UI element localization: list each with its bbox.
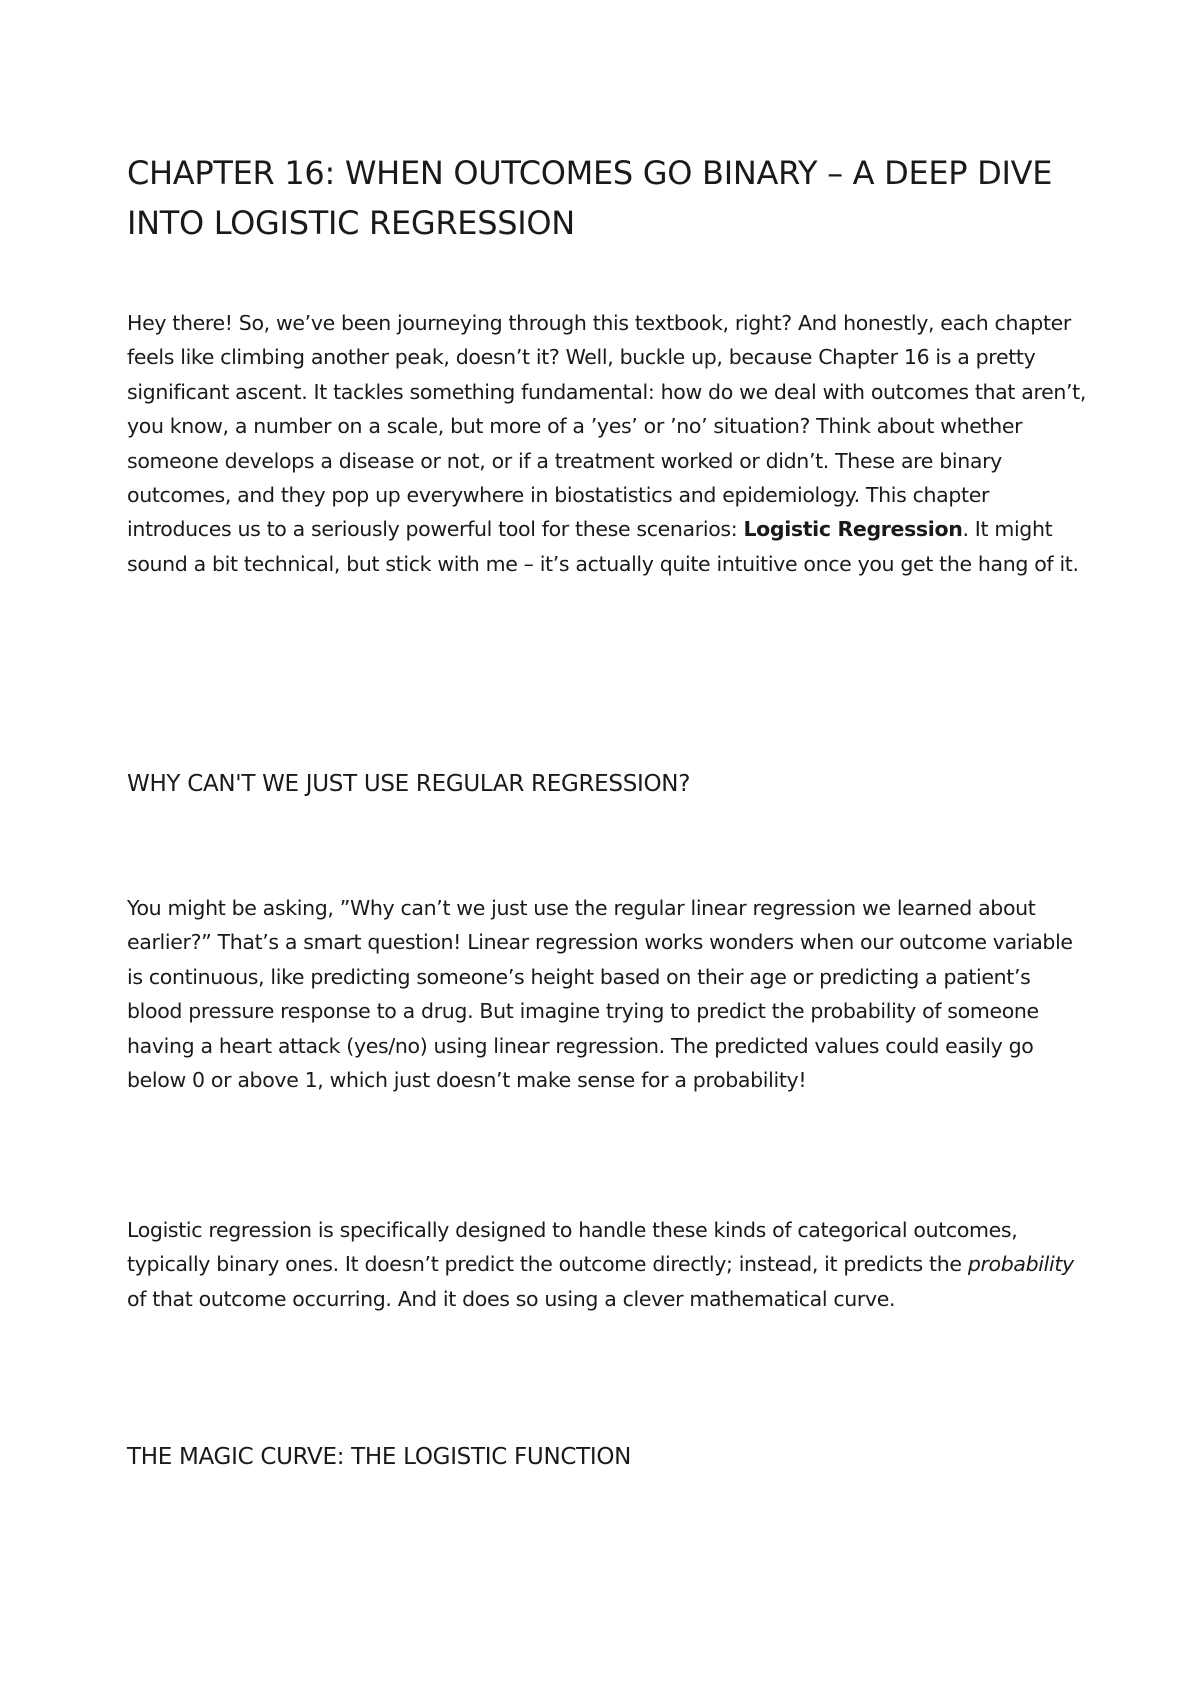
logistic-text-2: of that outcome occurring. And it does so using a clever mathematical curve. bbox=[127, 1286, 896, 1311]
logistic-text-1: Logistic regression is specifically designed to handle these kinds of categorical outcomes, typically binary ones. It doesn’t predict the outcome directly; instead, it predicts the bbox=[127, 1218, 1018, 1277]
section-heading-logistic-function: THE MAGIC CURVE: THE LOGISTIC FUNCTION bbox=[127, 1444, 632, 1470]
intro-text-1: Hey there! So, we’ve been journeying through this textbook, right? And honestly, each chapter feels like climbing another peak, doesn’t it? Well, buckle up, because Chapter 16 is a pretty significant ascent. It tackles something fundamental: how do we deal with outcomes that aren’t, you know, a number on a scale, but more of a ’yes’ or ’no’ situation? Think about whether someone develops a disease or not, or if a treatment worked or didn’t. These are binary outcomes, and they pop up everywhere in biostatistics and epidemiology. This chapter introduces us to a seriously powerful tool for these scenarios: bbox=[127, 311, 1086, 542]
regular-regression-paragraph: You might be asking, ”Why can’t we just use the regular linear regression we learned about earlier?” That’s a smart question! Linear regression works wonders when our outcome variable is continuous, like predicting someone’s height based on their age or predicting a patient’s blood pressure response to a drug. But imagine trying to predict the probability of someone having a heart attack (yes/no) using linear regression. The predicted values could easily go below 0 or above 1, which just doesn’t make sense for a probability! bbox=[127, 896, 1073, 1093]
logistic-regression-term: Logistic Regression bbox=[743, 517, 963, 542]
intro-text-2: . It might sound a bit technical, but stick with me – it’s actually quite intuitive once you get the hang of it. bbox=[127, 517, 1079, 576]
intro-paragraph bbox=[127, 306, 1087, 581]
chapter-title: CHAPTER 16: WHEN OUTCOMES GO BINARY – A DEEP DIVE INTO LOGISTIC REGRESSION bbox=[127, 154, 1053, 242]
probability-term: probability bbox=[967, 1252, 1074, 1277]
logistic-regression-paragraph bbox=[127, 1213, 1087, 1316]
section-heading-regular-regression: WHY CAN'T WE JUST USE REGULAR REGRESSION? bbox=[127, 771, 691, 797]
